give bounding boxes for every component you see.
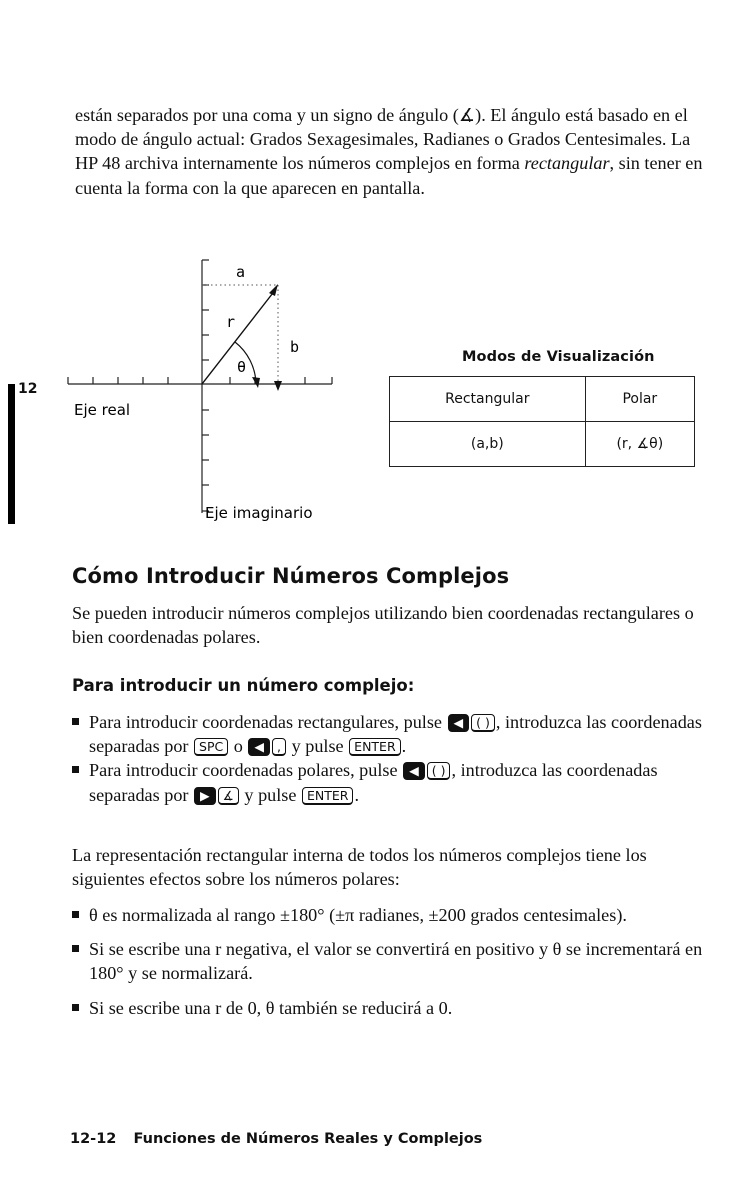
modes-value-rectangular: (a,b)	[390, 422, 586, 467]
effects-intro: La representación rectangular interna de todos los números complejos tiene los siguientes efectos sobre los números polares:	[72, 845, 647, 890]
label-r: r	[226, 313, 236, 331]
spc-key[interactable]: SPC	[194, 738, 228, 756]
label-a: a	[236, 263, 246, 281]
left-shift-key-2[interactable]: ◀	[248, 738, 270, 756]
left-shift-key-3[interactable]: ◀	[403, 762, 425, 780]
label-real-axis: Eje real	[74, 401, 131, 419]
modes-value-polar: (r, ∡θ)	[585, 422, 694, 467]
section-title: Cómo Introducir Números Complejos	[72, 564, 510, 588]
effect-item: Si se escribe una r negativa, el valor se convertirá en positivo y θ se incrementará en 180° y se normalizará.	[72, 937, 712, 985]
parens-key-2[interactable]: ( )	[427, 762, 451, 780]
subheading: Para introducir un número complejo:	[72, 676, 415, 695]
angle-arc-arrowhead	[252, 377, 260, 388]
footer-chapter-title: Funciones de Números Reales y Complejos	[133, 1131, 483, 1147]
intro-paragraph: están separados por una coma y un signo de ángulo (∡). El ángulo está basado en el modo de ángulo actual: Grados Sexagesimales, Radianes o Grados Centesimales. La HP 48 archiva internamente los números complejos en forma rectangular, sin tener en cuenta la forma con la que aparecen en pantalla.	[75, 105, 703, 198]
complex-plane-diagram	[60, 255, 360, 530]
step-polar: Para introducir coordenadas polares, pulse ◀ ( ) , introduzca las coordenadas separadas por ▶ ∡ y pulse ENTER .	[72, 758, 712, 806]
left-shift-key[interactable]: ◀	[448, 714, 470, 732]
steps-list	[72, 710, 712, 807]
modes-table-title: Modos de Visualización	[462, 349, 655, 365]
chapter-tab-number: 12	[18, 381, 38, 397]
enter-key-2[interactable]: ENTER	[302, 787, 353, 805]
b-arrowhead	[274, 381, 282, 391]
right-shift-key[interactable]: ▶	[194, 787, 216, 805]
footer-page-number: 12-12	[70, 1131, 117, 1147]
label-theta: θ	[237, 358, 247, 376]
modes-value-row	[390, 422, 695, 467]
effect-item: Si se escribe una r de 0, θ también se reducirá a 0.	[72, 996, 712, 1020]
modes-header-row	[390, 377, 695, 422]
page-footer	[70, 1131, 482, 1147]
effects-list	[72, 903, 712, 1020]
vector-r-arrowhead	[269, 284, 278, 296]
modes-header-polar: Polar	[585, 377, 694, 422]
section-intro: Se pueden introducir números complejos utilizando bien coordenadas rectangulares o bien coordenadas polares.	[72, 603, 694, 648]
enter-key[interactable]: ENTER	[349, 738, 400, 756]
angle-key[interactable]: ∡	[218, 787, 239, 805]
intro-emphasis: rectangular	[524, 153, 610, 174]
label-imaginary-axis: Eje imaginario	[205, 504, 313, 522]
parens-key[interactable]: ( )	[471, 714, 495, 732]
modes-header-rectangular: Rectangular	[390, 377, 586, 422]
effect-item: θ es normalizada al rango ±180° (±π radianes, ±200 grados centesimales).	[72, 903, 712, 927]
step-rectangular: Para introducir coordenadas rectangulares, pulse ◀ ( ) , introduzca las coordenadas separadas por SPC o ◀ , y pulse ENTER .	[72, 710, 712, 758]
chapter-tab-bar	[8, 384, 15, 524]
comma-key[interactable]: ,	[272, 738, 286, 756]
modes-table	[389, 376, 695, 467]
label-b: b	[290, 338, 300, 356]
